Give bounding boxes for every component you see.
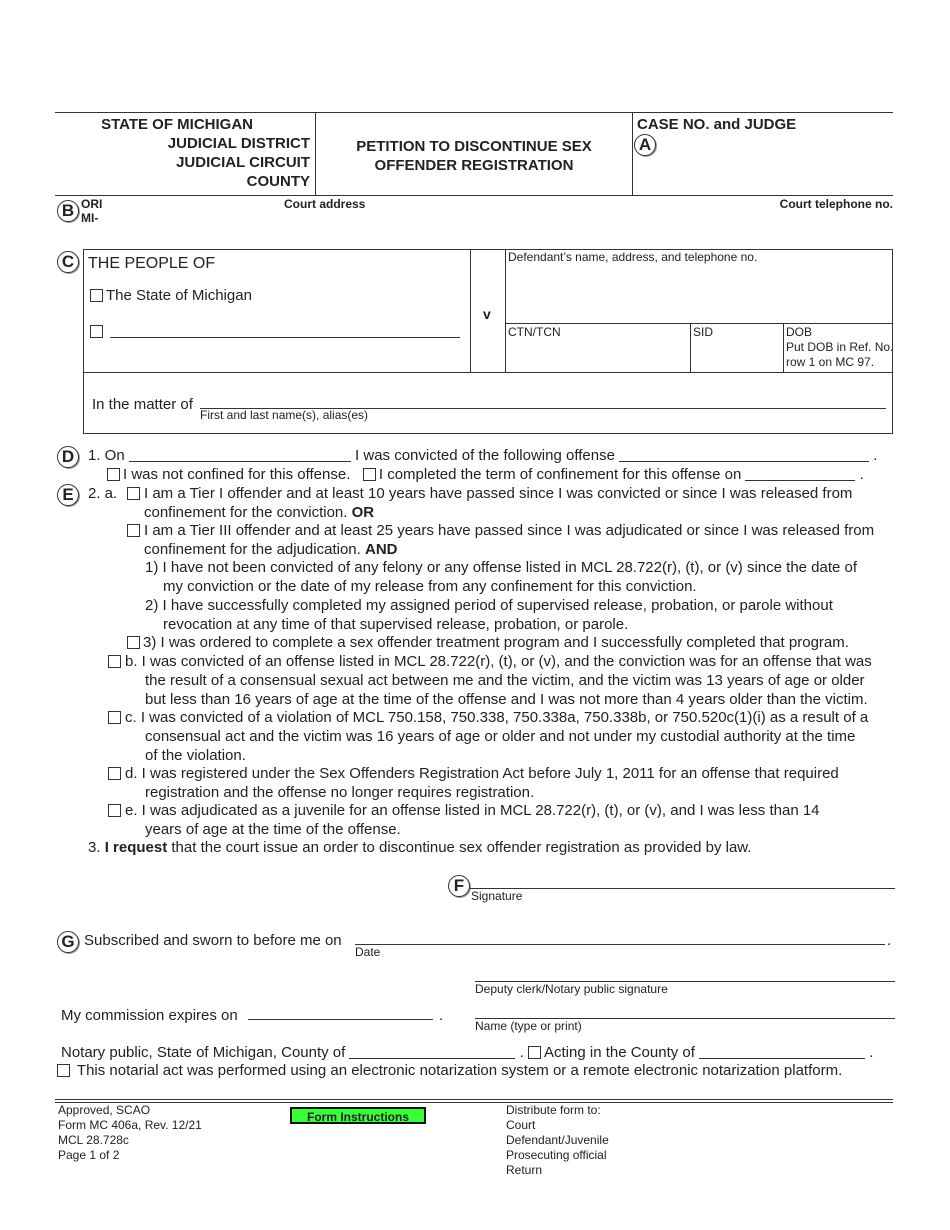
sub3-checkbox[interactable] xyxy=(127,636,140,649)
option-c-checkbox[interactable] xyxy=(108,711,121,724)
acting-county-checkbox[interactable] xyxy=(528,1046,541,1059)
court-telephone-label: Court telephone no. xyxy=(779,197,893,211)
commission-period: . xyxy=(439,1007,444,1024)
signature-field[interactable] xyxy=(470,888,895,889)
distribute-defendant: Defendant/Juvenile xyxy=(506,1133,609,1147)
deputy-caption: Deputy clerk/Notary public signature xyxy=(475,982,668,996)
sub1-line1: 1) I have not been convicted of any felony or any offense listed in MCL 28.722(r), (t), or (v) since the date of xyxy=(145,559,858,576)
marker-f: F xyxy=(448,875,470,897)
name-caption: Name (type or print) xyxy=(475,1019,582,1033)
notary-county-row: Notary public, State of Michigan, County of . Acting in the County of . xyxy=(61,1044,874,1061)
tier3-checkbox-wrap xyxy=(127,521,143,540)
distribute-court: Court xyxy=(506,1118,536,1132)
electronic-label: This notarial act was performed using an electronic notarization system or a remote electronic notarization platform. xyxy=(76,1062,843,1079)
option-e-text xyxy=(125,801,905,839)
option-b-line2: the result of a consensual sexual act between me and the victim, and the victim was 13 years of age or older xyxy=(145,672,865,689)
dob-divider xyxy=(783,323,784,373)
defendant-label: Defendant’s name, address, and telephone no. xyxy=(508,250,758,264)
signature-caption: Signature xyxy=(471,889,523,903)
marker-a: A xyxy=(634,134,656,156)
not-confined-checkbox[interactable] xyxy=(107,468,120,481)
dob-note-1: Put DOB in Ref. No. xyxy=(786,340,894,354)
circuit-label: JUDICIAL CIRCUIT xyxy=(176,154,310,171)
tier1-line1: I am a Tier I offender and at least 10 years have passed since I was convicted or since I was released from xyxy=(144,485,853,502)
versus-label: v xyxy=(483,306,491,322)
date-caption: Date xyxy=(355,945,381,959)
tier1-text xyxy=(144,484,904,522)
item1-row: 1. On I was convicted of the following offense . xyxy=(88,447,878,464)
completed-term-label: I completed the term of confinement for this offense on xyxy=(378,466,742,483)
header-court-block xyxy=(60,115,310,191)
tier3-checkbox[interactable] xyxy=(127,524,140,537)
other-party-checkbox[interactable] xyxy=(90,325,103,338)
option-b-checkbox[interactable] xyxy=(108,655,121,668)
commission-date-field[interactable] xyxy=(248,1019,433,1020)
marker-b: B xyxy=(57,200,79,222)
matter-of-label: In the matter of xyxy=(92,396,193,413)
item3-num: 3. xyxy=(88,839,101,856)
sub2-line1: 2) I have successfully completed my assigned period of supervised release, probation, or parole without xyxy=(145,597,833,614)
confinement-row: I was not confined for this offense. I completed the term of confinement for this offense on . xyxy=(107,465,897,484)
sworn-date-field[interactable] xyxy=(355,944,885,945)
people-of-label: THE PEOPLE OF xyxy=(88,255,216,272)
sub2-text xyxy=(145,596,905,634)
b-checkbox-wrap xyxy=(108,652,124,671)
tier1-checkbox-wrap xyxy=(127,484,143,503)
electronic-row xyxy=(57,1061,907,1080)
offense-field[interactable] xyxy=(619,448,869,462)
option-c-line2: consensual act and the victim was 16 years of age or older and not under my custodial authority at the time xyxy=(145,728,856,745)
dob-block xyxy=(786,325,893,370)
or-label: OR xyxy=(351,504,375,521)
sub1-line2: my conviction or the date of my release from any confinement for this conviction. xyxy=(163,578,697,595)
matter-box xyxy=(83,372,893,434)
item3-bold: I request xyxy=(104,839,168,856)
parties-divider-2 xyxy=(505,249,506,373)
district-label: JUDICIAL DISTRICT xyxy=(167,135,310,152)
parties-divider-1 xyxy=(470,249,471,373)
item1-on-label: 1. On xyxy=(88,447,125,464)
c-checkbox-wrap xyxy=(108,708,124,727)
state-option-label: The State of Michigan xyxy=(106,287,252,304)
option-c-line1: c. I was convicted of a violation of MCL 750.158, 750.338, 750.338a, 750.338b, or 750.520c(1)(i) as a result of a xyxy=(125,709,869,726)
distribute-label: Distribute form to: xyxy=(506,1103,601,1117)
not-confined-label: I was not confined for this offense. xyxy=(123,466,351,483)
option-e-line2: years of age at the time of the offense. xyxy=(145,821,401,838)
page-number-label: Page 1 of 2 xyxy=(58,1148,120,1162)
county-label: COUNTY xyxy=(246,173,310,190)
ori-label: ORI xyxy=(81,197,103,211)
subscribed-label: Subscribed and sworn to before me on xyxy=(84,932,342,949)
sid-label: SID xyxy=(693,325,714,339)
dob-label: DOB xyxy=(786,325,813,339)
ctn-label: CTN/TCN xyxy=(508,325,561,339)
marker-d: D xyxy=(57,446,79,468)
header-divider-right xyxy=(632,112,633,195)
form-title-line2: OFFENDER REGISTRATION xyxy=(374,157,574,174)
mi-label: MI- xyxy=(81,211,99,225)
d-checkbox-wrap xyxy=(108,764,124,783)
notary-public-label: Notary public, State of Michigan, County of xyxy=(61,1044,346,1061)
option-b-text xyxy=(125,652,905,709)
case-no-label: CASE NO. and JUDGE xyxy=(637,116,797,133)
option-e-checkbox[interactable] xyxy=(108,804,121,817)
distribute-prosecuting: Prosecuting official xyxy=(506,1148,607,1162)
court-address-label: Court address xyxy=(284,197,366,211)
option-d-checkbox[interactable] xyxy=(108,767,121,780)
marker-g: G xyxy=(57,931,79,953)
sid-divider xyxy=(690,323,691,373)
other-party-field[interactable] xyxy=(110,337,460,338)
option-d-line1: d. I was registered under the Sex Offenders Registration Act before July 1, 2011 for an offense that required xyxy=(125,765,839,782)
item3-rest: that the court issue an order to discontinue sex offender registration as provided by law. xyxy=(171,839,752,856)
header-bottom-rule xyxy=(55,195,893,196)
footer-form-info xyxy=(58,1103,202,1163)
conviction-date-field[interactable] xyxy=(129,448,351,462)
approved-label: Approved, SCAO xyxy=(58,1103,151,1117)
header-top-rule xyxy=(55,112,893,113)
ori-block xyxy=(81,197,102,225)
marker-e: E xyxy=(57,484,79,506)
marker-c: C xyxy=(57,251,79,273)
acting-county-field[interactable] xyxy=(699,1045,865,1059)
tier3-line1: I am a Tier III offender and at least 25 years have passed since I was adjudicated or since I was released from xyxy=(144,522,875,539)
tier3-line2: confinement for the adjudication. xyxy=(144,541,361,558)
e-checkbox-wrap xyxy=(108,801,124,820)
electronic-notarization-checkbox[interactable] xyxy=(57,1064,70,1077)
matter-caption: First and last name(s), alias(es) xyxy=(200,408,369,422)
and-label: AND xyxy=(364,541,398,558)
state-label: STATE OF MICHIGAN xyxy=(101,116,253,133)
option-e-line1: e. I was adjudicated as a juvenile for an offense listed in MCL 28.722(r), (t), or (v), and I was less than 14 xyxy=(125,802,820,819)
sub1-text xyxy=(145,558,905,596)
mcl-label: MCL 28.728c xyxy=(58,1133,129,1147)
form-instructions-button[interactable]: Form Instructions xyxy=(290,1107,426,1124)
item1-convicted-label: I was convicted of the following offense xyxy=(355,447,615,464)
sub3-row xyxy=(127,633,897,652)
state-option-row xyxy=(90,286,252,305)
sworn-period: . xyxy=(887,932,892,949)
release-date-field[interactable] xyxy=(745,467,855,481)
form-title xyxy=(318,137,630,175)
tier1-line2: confinement for the conviction. xyxy=(144,504,348,521)
option-d-line2: registration and the offense no longer requires registration. xyxy=(145,784,535,801)
dob-note-2: row 1 on MC 97. xyxy=(786,355,875,369)
distribute-return: Return xyxy=(506,1163,543,1177)
notary-county-field[interactable] xyxy=(349,1045,515,1059)
item2a-num: 2. a. xyxy=(88,485,118,502)
state-of-michigan-checkbox[interactable] xyxy=(90,289,103,302)
commission-label: My commission expires on xyxy=(61,1007,238,1024)
option-d-text xyxy=(125,764,905,802)
completed-term-checkbox[interactable] xyxy=(363,468,376,481)
acting-county-label: Acting in the County of xyxy=(544,1044,695,1061)
defendant-row-rule xyxy=(505,323,893,324)
header-divider-left xyxy=(315,112,316,195)
tier3-text xyxy=(144,521,904,559)
option-b-line1: b. I was convicted of an offense listed in MCL 28.722(r), (t), or (v), and the conviction was for an offense that was xyxy=(125,653,872,670)
form-number-label: Form MC 406a, Rev. 12/21 xyxy=(58,1118,202,1132)
footer-rule-1 xyxy=(55,1099,893,1100)
item3-row xyxy=(88,838,888,857)
form-title-line1: PETITION TO DISCONTINUE SEX xyxy=(356,138,592,155)
other-party-row xyxy=(90,322,106,341)
tier1-checkbox[interactable] xyxy=(127,487,140,500)
sub2-line2: revocation at any time of that supervised release, probation, or parole. xyxy=(163,616,629,633)
distribution-list xyxy=(506,1103,609,1178)
sub3-label: 3) I was ordered to complete a sex offender treatment program and I successfully completed that program. xyxy=(143,634,849,651)
option-c-text xyxy=(125,708,905,765)
option-b-line3: but less than 16 years of age at the time of the offense and I was not more than 4 years older than the victim. xyxy=(145,691,868,708)
option-c-line3: of the violation. xyxy=(145,747,246,764)
